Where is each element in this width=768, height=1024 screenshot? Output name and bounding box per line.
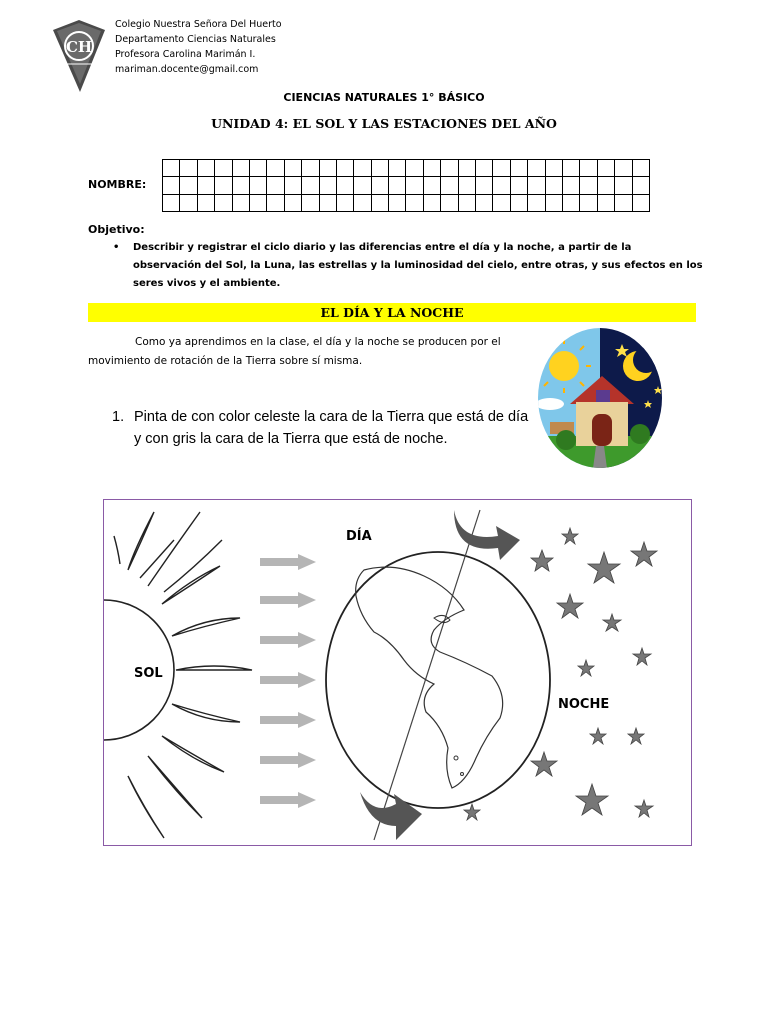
grid-cell[interactable]	[493, 194, 510, 211]
grid-cell[interactable]	[284, 194, 301, 211]
grid-cell[interactable]	[163, 160, 180, 177]
grid-cell[interactable]	[562, 177, 579, 194]
grid-cell[interactable]	[441, 160, 458, 177]
light-arrows	[260, 554, 316, 808]
intro-paragraph: Como ya aprendimos en la clase, el día y la noche se producen por el movimiento de rotación de la Tierra sobre sí misma.	[88, 336, 501, 367]
grid-cell[interactable]	[580, 194, 597, 211]
bullet: •	[113, 242, 120, 253]
grid-cell[interactable]	[580, 160, 597, 177]
grid-cell[interactable]	[389, 160, 406, 177]
earth-globe	[326, 510, 550, 840]
grid-cell[interactable]	[371, 194, 388, 211]
grid-cell[interactable]	[528, 177, 545, 194]
teacher-name: Profesora Carolina Marimán I.	[115, 49, 256, 60]
grid-cell[interactable]	[267, 177, 284, 194]
grid-cell[interactable]	[458, 194, 475, 211]
grid-cell[interactable]	[632, 160, 649, 177]
grid-cell[interactable]	[249, 194, 266, 211]
grid-cell[interactable]	[510, 194, 527, 211]
grid-cell[interactable]	[163, 194, 180, 211]
page-title: CIENCIAS NATURALES 1° BÁSICO	[283, 91, 485, 104]
grid-cell[interactable]	[597, 160, 614, 177]
grid-cell[interactable]	[528, 194, 545, 211]
grid-cell[interactable]	[406, 160, 423, 177]
grid-cell[interactable]	[215, 160, 232, 177]
grid-cell[interactable]	[302, 194, 319, 211]
teacher-email: mariman.docente@gmail.com	[115, 64, 259, 75]
grid-cell[interactable]	[371, 160, 388, 177]
grid-cell[interactable]	[389, 177, 406, 194]
grid-cell[interactable]	[632, 177, 649, 194]
grid-cell[interactable]	[632, 194, 649, 211]
grid-cell[interactable]	[545, 177, 562, 194]
objective-label: Objetivo:	[88, 223, 145, 236]
grid-cell[interactable]	[458, 177, 475, 194]
grid-cell[interactable]	[458, 160, 475, 177]
grid-row	[163, 194, 650, 211]
grid-cell[interactable]	[180, 177, 197, 194]
grid-cell[interactable]	[319, 194, 336, 211]
grid-cell[interactable]	[354, 160, 371, 177]
section-banner: EL DÍA Y LA NOCHE	[88, 303, 696, 322]
grid-cell[interactable]	[249, 177, 266, 194]
grid-cell[interactable]	[441, 194, 458, 211]
grid-cell[interactable]	[163, 177, 180, 194]
grid-cell[interactable]	[215, 194, 232, 211]
grid-cell[interactable]	[336, 177, 353, 194]
grid-cell[interactable]	[615, 160, 632, 177]
grid-row	[163, 160, 650, 177]
grid-cell[interactable]	[562, 160, 579, 177]
name-writing-grid[interactable]	[162, 159, 650, 212]
grid-cell[interactable]	[476, 160, 493, 177]
grid-cell[interactable]	[302, 177, 319, 194]
grid-cell[interactable]	[545, 194, 562, 211]
grid-cell[interactable]	[180, 194, 197, 211]
grid-cell[interactable]	[302, 160, 319, 177]
grid-cell[interactable]	[545, 160, 562, 177]
grid-cell[interactable]	[423, 160, 440, 177]
logo-letters: CH	[65, 38, 93, 56]
grid-cell[interactable]	[510, 160, 527, 177]
grid-cell[interactable]	[284, 160, 301, 177]
grid-cell[interactable]	[232, 160, 249, 177]
grid-cell[interactable]	[615, 177, 632, 194]
diagram-canvas	[104, 500, 691, 845]
school-logo	[50, 18, 108, 94]
grid-cell[interactable]	[232, 194, 249, 211]
grid-cell[interactable]	[476, 177, 493, 194]
nombre-label: NOMBRE:	[88, 178, 147, 191]
grid-cell[interactable]	[406, 177, 423, 194]
sun-drawing	[104, 512, 252, 838]
grid-cell[interactable]	[562, 194, 579, 211]
grid-cell[interactable]	[597, 194, 614, 211]
grid-cell[interactable]	[197, 160, 214, 177]
grid-cell[interactable]	[336, 194, 353, 211]
grid-cell[interactable]	[580, 177, 597, 194]
grid-cell[interactable]	[284, 177, 301, 194]
grid-cell[interactable]	[406, 194, 423, 211]
earth-day-night-diagram	[103, 499, 692, 846]
grid-cell[interactable]	[493, 177, 510, 194]
grid-cell[interactable]	[215, 177, 232, 194]
question-text: Pinta de con color celeste la cara de la Tierra que está de día y con gris la cara de la Tierra que está de noche.	[134, 409, 529, 447]
grid-cell[interactable]	[197, 194, 214, 211]
grid-cell[interactable]	[319, 177, 336, 194]
grid-cell[interactable]	[528, 160, 545, 177]
sol-label: SOL	[134, 666, 163, 681]
grid-cell[interactable]	[180, 160, 197, 177]
school-header	[115, 17, 282, 77]
school-name: Colegio Nuestra Señora Del Huerto	[115, 19, 282, 30]
grid-row	[163, 177, 650, 194]
grid-cell[interactable]	[197, 177, 214, 194]
grid-cell[interactable]	[493, 160, 510, 177]
dia-label: DÍA	[346, 529, 372, 544]
grid-cell[interactable]	[371, 177, 388, 194]
noche-label: NOCHE	[558, 697, 610, 712]
grid-cell[interactable]	[267, 194, 284, 211]
grid-cell[interactable]	[423, 194, 440, 211]
grid-cell[interactable]	[389, 194, 406, 211]
objective-item	[113, 239, 703, 293]
grid-cell[interactable]	[441, 177, 458, 194]
grid-cell[interactable]	[510, 177, 527, 194]
grid-cell[interactable]	[267, 160, 284, 177]
objective-text: Describir y registrar el ciclo diario y las diferencias entre el día y la noche, a partir de la observación del Sol, la Luna, las estrellas y la luminosidad del cielo, entre otras, y sus efectos en los seres vivos y el ambiente.	[133, 242, 703, 289]
grid-cell[interactable]	[597, 177, 614, 194]
grid-cell[interactable]	[354, 194, 371, 211]
unit-title: UNIDAD 4: EL SOL Y LAS ESTACIONES DEL AÑO	[211, 116, 557, 131]
grid-cell[interactable]	[249, 160, 266, 177]
grid-cell[interactable]	[615, 194, 632, 211]
grid-cell[interactable]	[336, 160, 353, 177]
department-name: Departamento Ciencias Naturales	[115, 34, 276, 45]
grid-cell[interactable]	[232, 177, 249, 194]
grid-cell[interactable]	[423, 177, 440, 194]
question-1	[112, 406, 532, 450]
day-night-house-illustration	[530, 326, 670, 476]
grid-cell[interactable]	[354, 177, 371, 194]
grid-cell[interactable]	[476, 194, 493, 211]
question-number: 1.	[112, 409, 125, 425]
grid-cell[interactable]	[319, 160, 336, 177]
